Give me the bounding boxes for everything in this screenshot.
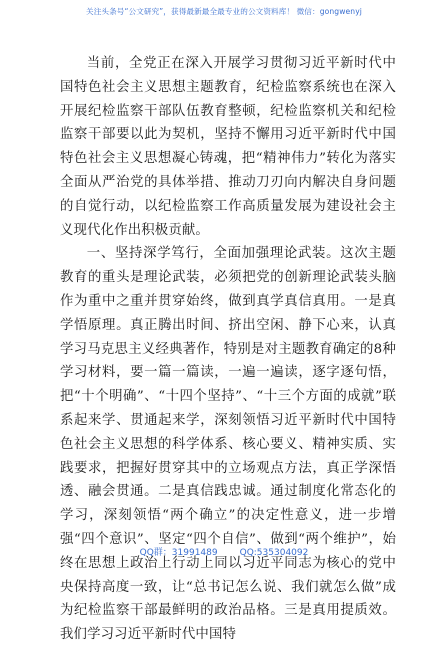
footer-qq-group: QQ群：31991489 [139, 548, 218, 558]
footer-contact [0, 545, 448, 558]
header-note: 关注头条号“公文研究”，获得最新最全最专业的公文资料库！ 微信：gongwenyj [86, 7, 362, 16]
footer-qq: QQ:535304092 [239, 548, 309, 558]
paragraph-section-one: 一、坚持深学笃行，全面加强理论武装。这次主题教育的重头是理论武装，必须把党的创新理论武装头脑作为重中之重并贯穿始终，做到真学真信真用。一是真学悟原理。真正腾出时间、挤出空闲、静下心来，认真学习马克思主义经典著作，特别是对主题教育确定的8种学习材料，要一篇一篇读，一遍一遍读，逐字逐句悟，把“十个明确”、“十四个坚持”、“十三个方面的成就”联系起来学、贯通起来学，深刻领悟习近平新时代中国特色社会主义思想的科学体系、核心要义、精神实质、实践要求，把握好贯穿其中的立场观点方法，真正学深悟透、融会贯通。二是真信践忠诚。通过制度化常态化的学习，深刻领悟“两个确立”的决定性意义，进一步增强“四个意识”、坚定“四个自信”、做到“两个维护”，始终在思想上政治上行动上同以习近平同志为核心的党中央保持高度一致，让“总书记怎么说、我们就怎么做”成为纪检监察干部最鲜明的政治品格。三是真用提质效。我们学习习近平新时代中国特 [60, 246, 396, 643]
paragraph-intro: 当前，全党正在深入开展学习贯彻习近平新时代中国特色社会主义思想主题教育，纪检监察系统也在深入开展纪检监察干部队伍教育整顿，纪检监察机关和纪检监察干部要以此为契机，坚持不懈用习近平新时代中国特色社会主义思想凝心铸魂，把“精神伟力”转化为落实全面从严治党的具体举措、推动刀刃向内解决自身问题的自觉行动，以纪检监察工作高质量发展为建设社会主义现代化作出积极贡献。 [60, 56, 396, 238]
